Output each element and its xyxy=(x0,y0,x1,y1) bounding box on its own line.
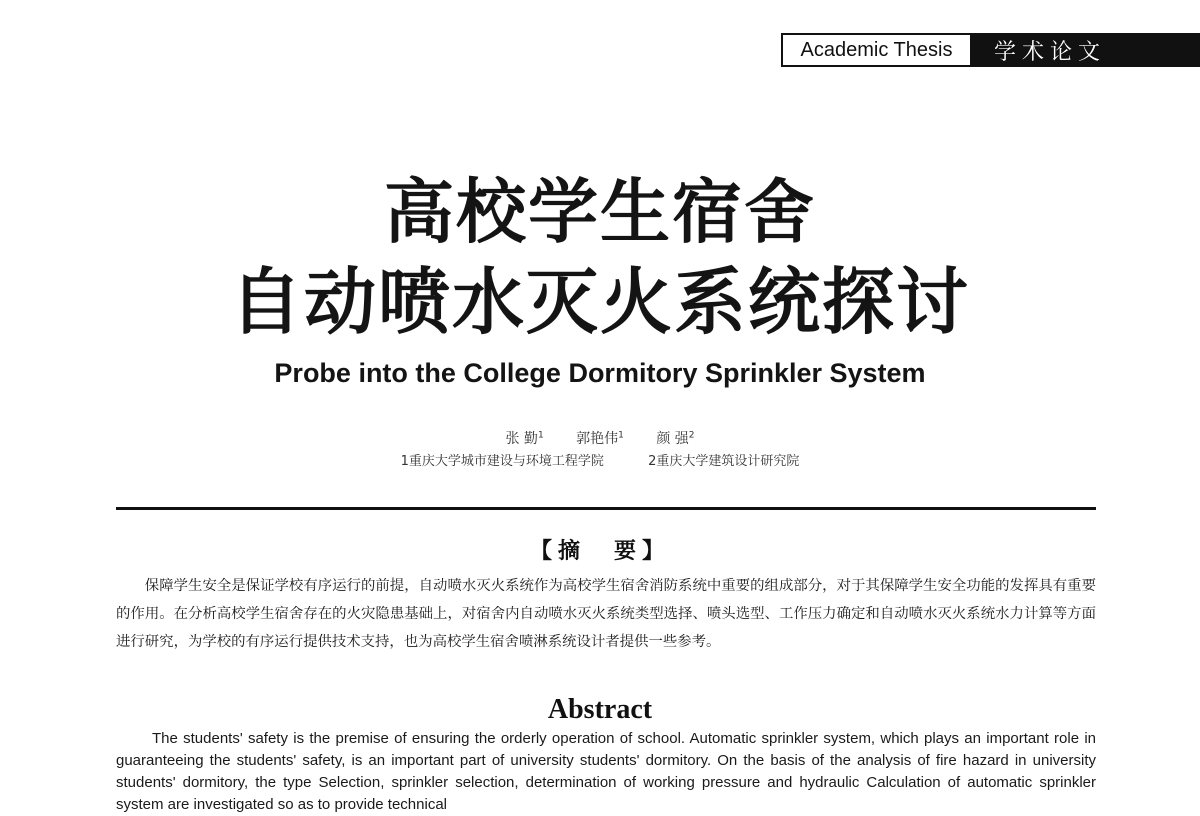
author-list xyxy=(0,425,1200,449)
author xyxy=(505,431,543,447)
section-divider xyxy=(116,507,1096,510)
abstract-en-heading: Abstract xyxy=(547,694,653,725)
author-name: 颜 强 xyxy=(656,430,689,447)
author xyxy=(656,431,694,447)
section-label-cn: 学术论文 xyxy=(970,33,1200,67)
abstract-cn-body: 保障学生安全是保证学校有序运行的前提，自动喷水灭火系统作为高校学生宿舍消防系统中重要的组成部分，对于其保障学生安全功能的发挥具有重要的作用。在分析高校学生宿舍存在的火灾隐患基础上，对宿舍内自动喷水灭火系统类型选择、喷头选型、工作压力确定和自动喷水灭火系统水力计算等方面进行研究，为学校的有序运行提供技术支持，也为高校学生宿舍喷淋系统设计者提供一些参考。 xyxy=(116,578,1096,650)
affiliation: 1重庆大学城市建设与环境工程学院 xyxy=(400,454,604,469)
title-en: Probe into the College Dormitory Sprinkler System xyxy=(274,358,926,388)
affiliation: 2重庆大学建筑设计研究院 xyxy=(648,454,800,469)
title-cn-line1: 高校学生宿舍 xyxy=(384,171,816,253)
affiliation-list xyxy=(0,452,1200,472)
author xyxy=(576,431,624,447)
author-affil-mark: 1 xyxy=(537,430,544,440)
author-affil-mark: 2 xyxy=(688,430,695,440)
author-name: 郭艳伟 xyxy=(576,430,619,447)
author-affil-mark: 1 xyxy=(618,430,624,440)
section-tag xyxy=(781,33,1200,67)
abstract-cn-heading: 【摘 要】 xyxy=(529,538,670,564)
title-cn-line2: 自动喷水灭火系统探讨 xyxy=(229,260,970,344)
section-label-en: Academic Thesis xyxy=(781,33,970,67)
author-name: 张 勤 xyxy=(505,430,538,447)
abstract-en-body: The students' safety is the premise of ensuring the orderly operation of school. Automatic sprinkler system, which plays an important role in guaranteeing the students' safety, is an important part of university students' dormitory. On the basis of the analysis of fire hazard in university students' dormitory, the type Selection, sprinkler selection, determination of working pressure and hydraulic Calculation of automatic sprinkler system are investigated so as to provide technical xyxy=(116,730,1096,813)
